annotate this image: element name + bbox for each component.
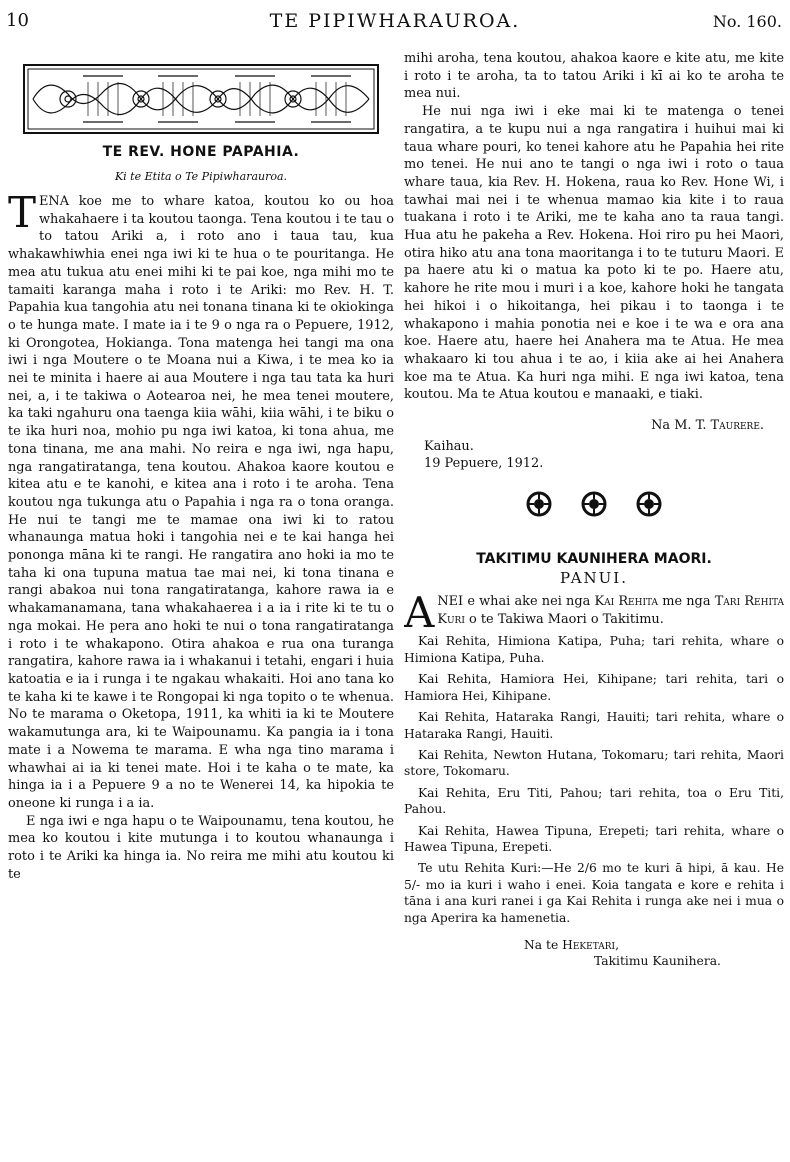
registrar-list bbox=[404, 633, 784, 926]
notice-title: TAKITIMU KAUNIHERA MAORI. bbox=[476, 551, 712, 568]
drop-cap: T bbox=[8, 188, 37, 237]
flower-icon bbox=[526, 491, 552, 517]
signature: Na M. T. Taurere. bbox=[651, 418, 764, 434]
decorative-ornament-band bbox=[23, 64, 379, 134]
registrar-entry: Te utu Rehita Kuri:—He 2/6 mo te kuri ā hipi, ā kau. He 5/- mo ia kuri i waho i enei. Koia tangata e kore e rehita i tāna i ana kuri ranei i ga Kai Rehita i runga ake nei i mua o nga Aperira ka hamenetia. bbox=[404, 861, 784, 925]
article-title: TE REV. HONE PAPAHIA. bbox=[102, 144, 300, 160]
flower-ornaments bbox=[404, 491, 784, 521]
article-body-left bbox=[8, 188, 394, 883]
page-number: 10 bbox=[6, 10, 29, 31]
notice-organisation: Takitimu Kaunihera. bbox=[594, 953, 721, 968]
notice-subtitle: PANUI. bbox=[559, 569, 628, 588]
paragraph: E nga iwi e nga hapu o te Waipounamu, tena koutou, he mea ko koutou i kite mutunga i to koutou whanaunga i roto i te Ariki ka hinga ia. No reira me mihi atu koutou ki te bbox=[8, 813, 394, 882]
registrar-entry: Kai Rehita, Hawea Tipuna, Erepeti; tari rehita, whare o Hawea Tipuna, Erepeti. bbox=[404, 823, 784, 854]
registrar-entry: Kai Rehita, Newton Hutana, Tokomaru; tari rehita, Maori store, Tokomaru. bbox=[404, 747, 784, 779]
issue-number: No. 160. bbox=[712, 12, 782, 31]
paragraph-text: ENA koe me to whare katoa, koutou ko ou hoa whakahaere i ta koutou taonga. Tena koutou i te tau o to tatou Ariki a, i roto ano i taua tau, kua whakawhiwhia enei nga iwi ki te hua o te pouritanga. He mea atu tukua atu enei mihi ki te pai koe, nga mihi mo te tamaiti karanga maha i roto i te Ariki: mo Rev. H. T. Papahia kua tangohia atu nei tonana tinana ki te okiokinga o te hunga mate. I mate ia i te 9 o nga ra o Pepuere, 1912, ki Orongotea, Hokianga. Tona matenga hei tangi ma ona iwi i nga Moutere o te Moana nui a Kiwa, i te mea ko ia nei te minita i haere ai aua Moutere i nga tau tata ka huri nei, a, i te takiwa o Aotearoa nei, he mea tenei moutere, ka taki ngahuru ona taenga kiia wāhi, kiia wāhi, i te biku o te ika huri noa, mohio pu nga iwi katoa, ki tona ahua, me tona tinana, me ana mahi. No reira e nga iwi, nga hapu, nga rangatiratanga, tena koutou. Ahakoa kaore koutou e kitea atu e te kanohi, e kitea ana i roto i te aroha. Tena koutou nga tukunga atu o Papahia i nga ra o tona oranga. He nui te tangi me te mamae ona iwi ki to ratou whanaunga matua hoki i tangohia nei e te kai hanga hei pononga māna ki te rangi. He rangatira ano hoki ia mo te taha ki ona tupuna matua tae mai nei, ki tona tinana e rangi abakoa nui tona rangatiratanga, kahore rawa ia e whakamanamana, tana whakahaerea i a ia i rite ki te tu o nga mokai. He pera ano hoki te nui o tona rangatiratanga i roto i te whakapono. Otira ahakoa e rua ona turanga rangatira, kahore rawa ia i whakanui i tetahi, engari i huia katoatia e ia i runga i te ngakau whakaiti. Hoi ano tana ko te kaha ki te kawe i te Rongopai ki nga topito o te whenua. No te marama o Oketopa, 1911, ka whiti ia ki te Moutere wakamutunga ara, ki te Waipounamu. Ka pangia ia i tona mate i a Nowema te marama. E wha nga tino marama i whawhai ai ia ki tenei mate. Hoi i te kaha o te mate, ka hinga ia i a Pepuere 9 a no te Wenerei 14, ka hipokia te oneone ki runga i a ia. bbox=[8, 194, 394, 811]
notice-intro: ANEI e whai ake nei nga Kai Rehita me nga Tari Rehita Kuri o te Takiwa Maori o Takitimu. bbox=[404, 588, 784, 638]
left-column bbox=[8, 64, 394, 1156]
paragraph: He nui nga iwi i eke mai ki te matenga o tenei rangatira, a te kupu nui a nga rangatira i huihui mai ki taua whare pouri, ko tenei kahore atu he Papahia hei rite mo tenei. He nui ano te tangi o nga iwi i roto o taua whare taua, kia Rev. H. Hokena, raua ko Rev. Hone Wi, i tawhai mai nei i te whenua mamao kia kite i to raua tuakana i roto i te Ariki, me te kaha ano ta raua tangi. Hua atu he pakeha a Rev. Hokena. Hoi riro pu hei Maori, otira hiko atu ana tona maoritanga i to te tuturu Maori. E pa haere atu ki o matua ka poto ki te po. Haere atu, kahore he rite mou i muri i a koe, kahore hoki he tangata hei hikoi i o hikoitanga, hei pikau i to taonga i te whakapono i mahia ponotia nei e koe i te wa e ora ana koe. Haere atu, haere hei Anahera ma te Atua. He mea whakaaro ki tou ahua i te ao, i kiia ake ai hei Anahera koe ma te Atua. Ka huri nga mihi. E nga iwi katoa, tena koutou. Ma te Atua koutou e manaaki, e tiaki. bbox=[404, 104, 784, 403]
registrar-entry: Kai Rehita, Hataraka Rangi, Hauiti; tari rehita, whare o Hataraka Rangi, Hauiti. bbox=[404, 710, 784, 741]
registrar-entry: Kai Rehita, Himiona Katipa, Puha; tari rehita, whare o Himiona Katipa, Puha. bbox=[404, 634, 784, 665]
drop-cap: A bbox=[404, 588, 435, 638]
paragraph bbox=[8, 188, 394, 813]
registrar-entry: Kai Rehita, Hamiora Hei, Kihipane; tari rehita, tari o Hamiora Hei, Kihipane. bbox=[404, 672, 784, 703]
masthead: TE PIPIWHARAUROA. bbox=[269, 10, 521, 32]
article-body-right bbox=[404, 50, 784, 404]
registrar-entry: Kai Rehita, Eru Titi, Pahou; tari rehita, toa o Eru Titi, Pahou. bbox=[404, 785, 784, 817]
paragraph: mihi aroha, tena koutou, ahakoa kaore e kite atu, me kite i roto i te aroha, ta to tatou Ariki i kī ai ko te aroha te mea nui. bbox=[404, 51, 784, 102]
flower-icon bbox=[636, 491, 662, 517]
flower-icon bbox=[581, 491, 607, 517]
article-byline: Ki te Etita o Te Pipiwharauroa. bbox=[114, 170, 288, 183]
right-column bbox=[404, 50, 784, 1158]
date-line: 19 Pepuere, 1912. bbox=[424, 456, 544, 472]
place-line: Kaihau. bbox=[424, 439, 474, 455]
page-header bbox=[0, 4, 790, 34]
notice-signature: Na te Heketari, bbox=[524, 937, 619, 952]
